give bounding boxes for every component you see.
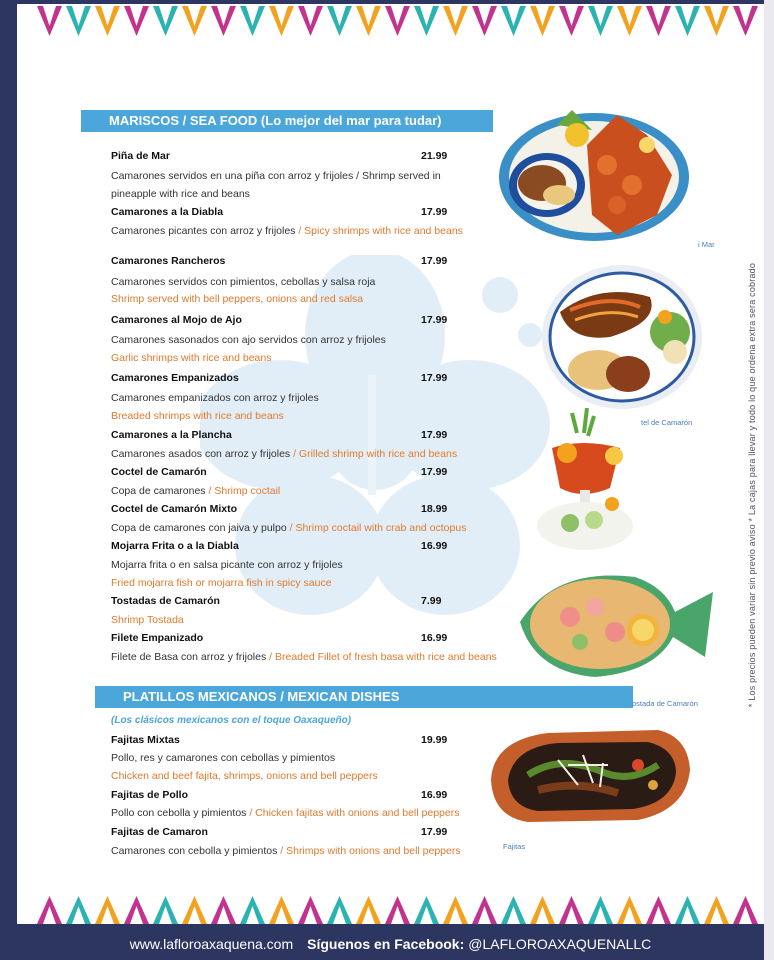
menu-item-description [111,170,511,182]
tostadas-de-camaron-photo [515,562,715,687]
menu-item-description [111,392,511,404]
menu-item-price: 7.99 [421,595,442,607]
description-spanish: pineapple with rice and beans [111,188,250,200]
menu-item-description [111,225,511,237]
description-english: Chicken and beef fajita, shrimps, onions and bell peppers [111,770,378,782]
website-link[interactable]: www.lafloroaxaquena.com [129,936,294,952]
menu-item [111,150,511,162]
menu-item-description [111,770,511,782]
menu-item-description [111,485,511,497]
menu-item-name: Fajitas de Pollo [111,789,189,801]
description-spanish: Pollo con cebolla y pimientos [111,807,247,819]
description-spanish: Copa de camarones [111,485,206,497]
pina-caption: i Mar [698,240,715,249]
description-spanish: Camarones empanizados con arroz y frijoles [111,392,319,404]
menu-item-name: Camarones Empanizados [111,372,239,384]
description-english: / Shrimp coctail [205,485,281,497]
top-zigzag-border [17,0,764,52]
menu-item-description [111,276,511,288]
menu-item-description [111,188,511,200]
menu-item-price: 17.99 [421,826,448,838]
description-spanish: Camarones sasonados con ajo servidos con arroz y frijoles [111,334,386,346]
coctel-caption: tel de Camarón [641,418,693,427]
description-spanish: Copa de camarones con jaiva y pulpo [111,522,287,534]
menu-item-description [111,651,511,663]
menu-item-price: 16.99 [421,789,448,801]
tostada-caption: ostada de Camarón [632,699,698,708]
description-english: Garlic shrimps with rice and beans [111,352,272,364]
section-subtitle-mexican: (Los clásicos mexicanos con el toque Oaxaqueño) [111,715,352,726]
fajitas-photo [488,725,693,825]
description-english: / Chicken fajitas with onions and bell peppers [246,807,460,819]
menu-item-name: Coctel de Camarón Mixto [111,503,238,515]
border-band [17,0,764,4]
description-english: / Shrimps with onions and bell peppers [277,845,461,857]
description-spanish: Mojarra frita o en salsa picante con arroz y frijoles [111,559,343,571]
menu-item-name: Camarones Rancheros [111,255,226,267]
menu-item-description [111,559,511,571]
description-spanish: Pollo, res y camarones con cebollas y pimientos [111,752,336,764]
description-english: Shrimp Tostada [111,614,184,626]
menu-item-name: Coctel de Camarón [111,466,207,478]
bottom-zigzag-border [17,888,764,928]
description-english: Shrimp served with bell peppers, onions and red salsa [111,293,364,305]
menu-item-description [111,410,511,422]
menu-item-name: Mojarra Frita o a la Diabla [111,540,239,552]
menu-item-name: Camarones a la Diabla [111,206,224,218]
menu-item-description [111,807,511,819]
menu-item-description [111,845,511,857]
menu-item-name: Tostadas de Camarón [111,595,220,607]
camarones-plate-photo [540,262,705,412]
menu-item [111,372,511,384]
description-spanish: Camarones servidos en una piña con arroz y frijoles / Shrimp served in [111,170,441,182]
section-header-seafood: MARISCOS / SEA FOOD (Lo mejor del mar para tudar) [81,110,493,132]
menu-item [111,540,511,552]
description-english: Fried mojarra fish or mojarra fish in spicy sauce [111,577,332,589]
fajitas-caption: Fajitas [503,842,526,851]
menu-item-name: Fajitas Mixtas [111,734,180,746]
facebook-label: Síguenos en Facebook: [307,936,465,952]
menu-item [111,466,511,478]
description-spanish: Camarones con cebolla y pimientos [111,845,278,857]
left-frame-bar [0,0,17,960]
description-spanish: Camarones asados con arroz y frijoles [111,448,291,460]
menu-item-price: 17.99 [421,255,448,267]
menu-item-description [111,522,511,534]
menu-item-price: 19.99 [421,734,448,746]
description-english: / Spicy shrimps with rice and beans [295,225,463,237]
facebook-handle-link[interactable]: @LAFLOROAXAQUENALLC [468,936,652,952]
menu-item-name: Camarones a la Plancha [111,429,232,441]
menu-item-price: 21.99 [421,150,448,162]
menu-item-price: 17.99 [421,314,448,326]
section-header-mexican: PLATILLOS MEXICANOS / MEXICAN DISHES [95,686,633,708]
pina-de-mar-photo [497,105,692,245]
menu-item-description [111,577,511,589]
menu-item-description [111,293,511,305]
menu-item-name: Fajitas de Camaron [111,826,208,838]
footer-bar [17,928,764,960]
menu-item [111,255,511,267]
menu-item-price: 16.99 [421,632,448,644]
price-disclaimer-note: * Los precios pueden variar sin previo aviso * La cajas para llevar y todo lo que ordena extra sera cobrado [747,262,757,708]
description-spanish: Camarones picantes con arroz y frijoles [111,225,296,237]
menu-item [111,595,511,607]
description-spanish: Filete de Basa con arroz y frijoles [111,651,267,663]
menu-item-description [111,752,511,764]
menu-item [111,206,511,218]
menu-item-price: 17.99 [421,372,448,384]
menu-item-price: 17.99 [421,466,448,478]
menu-item [111,314,511,326]
coctel-de-camaron-photo [532,408,640,556]
menu-item-price: 18.99 [421,503,448,515]
menu-item [111,503,511,515]
menu-item-description [111,334,511,346]
menu-item [111,826,511,838]
menu-item [111,789,511,801]
menu-item-name: Piña de Mar [111,150,170,162]
menu-item-description [111,448,511,460]
menu-item-description [111,352,511,364]
right-frame-bar [764,0,774,960]
description-english: / Grilled shrimp with rice and beans [290,448,458,460]
description-spanish: Camarones servidos con pimientos, cebollas y salsa roja [111,276,376,288]
menu-item-price: 17.99 [421,429,448,441]
description-english: / Breaded Fillet of fresh basa with rice and beans [266,651,497,663]
menu-item-price: 16.99 [421,540,448,552]
menu-item [111,429,511,441]
description-english: Breaded shrimps with rice and beans [111,410,284,422]
menu-item-name: Filete Empanizado [111,632,204,644]
menu-item-description [111,614,511,626]
menu-item [111,632,511,644]
menu-item-price: 17.99 [421,206,448,218]
menu-item [111,734,511,746]
description-english: / Shrimp coctail with crab and octopus [286,522,467,534]
menu-item-name: Camarones al Mojo de Ajo [111,314,242,326]
